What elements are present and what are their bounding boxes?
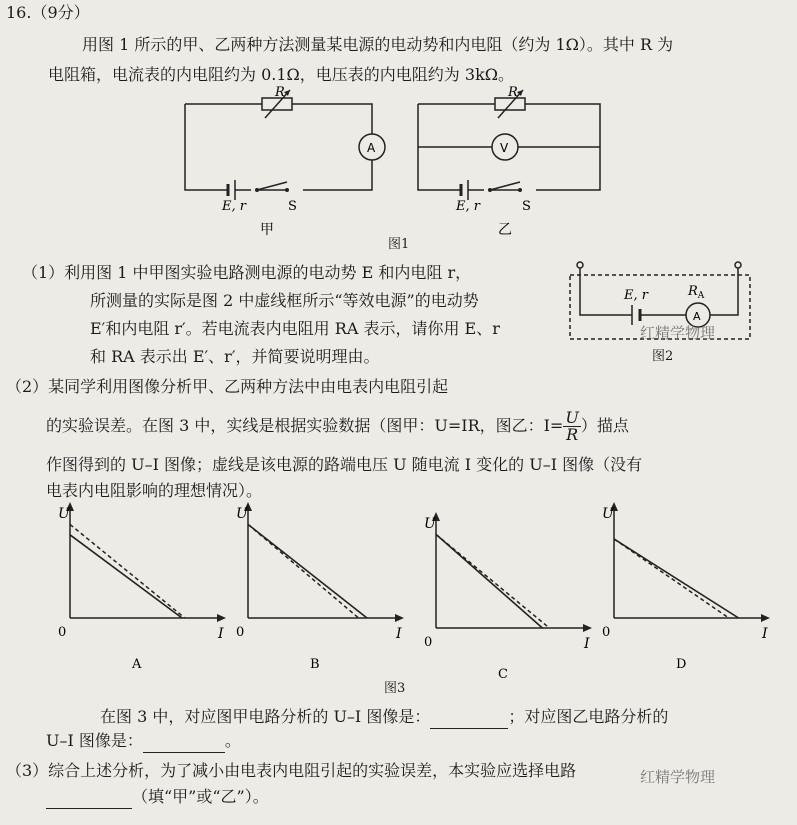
question-c: U–I 图像是： bbox=[46, 731, 143, 750]
question-a: 在图 3 中，对应图甲电路分析的 U–I 图像是： bbox=[100, 707, 431, 726]
watermark: 红精学物理 bbox=[640, 768, 716, 786]
circuit-jia-name: 甲 bbox=[260, 222, 274, 238]
graph-label: B bbox=[310, 657, 320, 672]
terminal-icon bbox=[577, 262, 583, 268]
figure-3 bbox=[0, 500, 797, 700]
part2-line-4: 电表内电阻影响的理想情况）。 bbox=[46, 481, 263, 500]
intro-line-1: 用图 1 所示的甲、乙两种方法测量某电源的电动势和内电阻（约为 1Ω）。其中 R 为 bbox=[82, 35, 674, 54]
figure-1 bbox=[170, 82, 610, 252]
u-axis-label: U bbox=[58, 506, 70, 522]
intro-line-2: 电阻箱，电流表的内电阻约为 0.1Ω，电压表的内电阻约为 3kΩ。 bbox=[48, 65, 515, 84]
label-s-yi: S bbox=[522, 199, 531, 214]
question-number: 16.（9分） bbox=[6, 3, 90, 22]
solid-line bbox=[70, 535, 182, 618]
part1-line-1: （1）利用图 1 中甲图实验电路测电源的电动势 E 和内电阻 r， bbox=[22, 263, 472, 282]
figure-3-caption: 图3 bbox=[384, 681, 406, 696]
part2-line-2 bbox=[46, 410, 629, 443]
part1-line-3: E′和内电阻 r′。若电流表内电阻用 RA 表示，请你用 E、r bbox=[90, 319, 500, 338]
label-r-jia: R bbox=[275, 85, 285, 100]
part1-line-2: 所测量的实际是图 2 中虚线框所示“等效电源”的电动势 bbox=[90, 291, 479, 310]
graph-label: A bbox=[132, 657, 142, 672]
graph-label: C bbox=[498, 667, 508, 682]
fig2-source-label: E, r bbox=[624, 288, 648, 303]
part2-line-3: 作图得到的 U–I 图像；虚线是该电源的路端电压 U 随电流 I 变化的 U–I 图像（没有 bbox=[46, 455, 643, 474]
circuit-yi bbox=[418, 85, 600, 238]
figure-2-caption: 图2 bbox=[652, 349, 674, 364]
origin-label: 0 bbox=[58, 625, 67, 640]
part2-question-line bbox=[100, 706, 668, 729]
i-axis-label: I bbox=[218, 626, 224, 642]
question-b: ；对应图乙电路分析的 bbox=[508, 707, 669, 726]
origin-label: 0 bbox=[424, 635, 433, 650]
part2-line-2a: 的实验误差。在图 3 中，实线是根据实验数据（图甲：U=IR，图乙：I= bbox=[46, 416, 564, 435]
part2-question-line-2: U–I 图像是： 。 bbox=[46, 730, 241, 753]
part3-line-2: （填“甲”或“乙”）。 bbox=[46, 786, 269, 809]
dashed-line bbox=[70, 524, 185, 618]
origin-label: 0 bbox=[602, 625, 611, 640]
i-axis-label: I bbox=[762, 626, 768, 642]
terminal-icon bbox=[735, 262, 741, 268]
i-axis-arrow bbox=[395, 614, 404, 622]
u-axis-label: U bbox=[236, 506, 248, 522]
answer-blank-jia[interactable] bbox=[430, 706, 508, 729]
u-axis-label: U bbox=[602, 506, 614, 522]
label-v-yi: V bbox=[500, 141, 509, 155]
part3-line-1: （3）综合上述分析，为了减小由电表内电阻引起的实验误差，本实验应选择电路 bbox=[6, 761, 577, 780]
graph-label: D bbox=[676, 657, 687, 672]
circuit-yi-name: 乙 bbox=[498, 222, 512, 238]
label-s-jia: S bbox=[288, 199, 297, 214]
figure-1-caption: 图1 bbox=[388, 237, 410, 252]
fraction-u-over-r: $\frac{U}{R}$ bbox=[565, 408, 579, 444]
fig2-meter-label: A bbox=[693, 310, 701, 323]
i-axis-arrow bbox=[761, 614, 770, 622]
part2-line-1: （2）某同学利用图像分析甲、乙两种方法中由电表内电阻引起 bbox=[6, 377, 449, 396]
u-axis-label: U bbox=[424, 516, 436, 532]
label-source-yi: E, r bbox=[456, 199, 480, 214]
answer-blank-circuit[interactable] bbox=[46, 786, 132, 809]
part1-line-4: 和 RA 表示出 E′、r′，并简要说明理由。 bbox=[90, 347, 380, 366]
switch-icon bbox=[257, 182, 287, 190]
circuit-jia bbox=[185, 85, 385, 238]
dashed-line bbox=[436, 534, 549, 628]
i-axis-label: I bbox=[396, 626, 402, 642]
answer-blank-yi[interactable] bbox=[143, 730, 225, 753]
solid-line bbox=[248, 524, 367, 618]
label-r-yi: R bbox=[508, 85, 518, 100]
part2-line-2b: ）描点 bbox=[580, 416, 629, 435]
label-source-jia: E, r bbox=[222, 199, 246, 214]
dashed-line bbox=[248, 524, 359, 618]
i-axis-arrow bbox=[583, 624, 592, 632]
i-axis-arrow bbox=[217, 614, 226, 622]
watermark: 红精学物理 bbox=[640, 324, 716, 342]
i-axis-label: I bbox=[584, 636, 590, 652]
fig2-ra-label: $R_A$ bbox=[688, 284, 705, 301]
origin-label: 0 bbox=[236, 625, 245, 640]
solid-line bbox=[614, 539, 739, 618]
switch-icon bbox=[490, 182, 520, 190]
label-a-jia: A bbox=[367, 141, 376, 155]
